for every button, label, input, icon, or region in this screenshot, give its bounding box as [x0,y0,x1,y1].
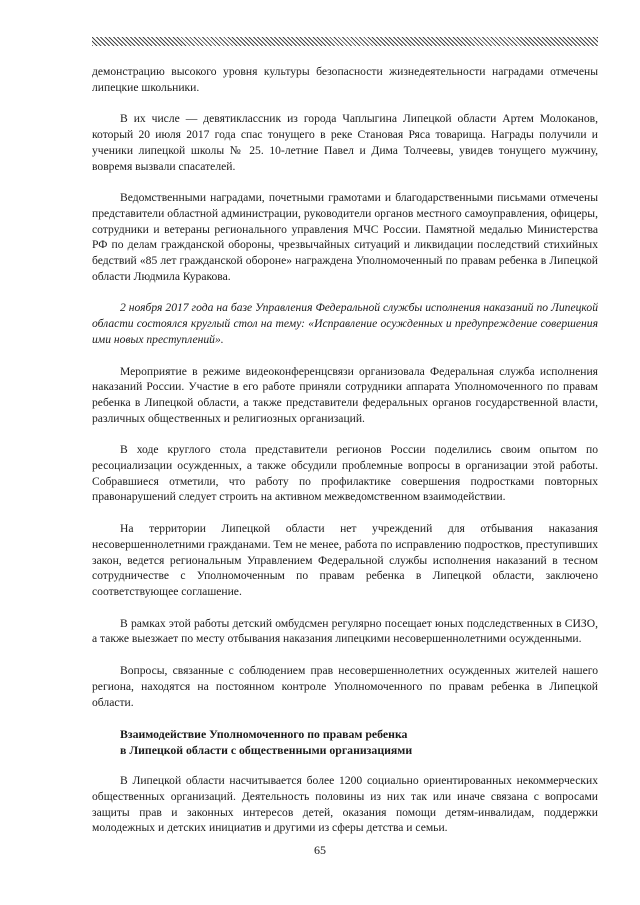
paragraph-videoconference: Мероприятие в режиме видеоконференцсвязи организовала Федеральная служба исполнения наказаний России. Участие в его работе приняли сотрудники аппарата Уполномоченного по правам ребенка в Липецкой области, а также представители федеральных органов государственной власти, различных общественных и религиозных организаций. [92,364,598,425]
top-decorative-rule [92,37,598,46]
paragraph-control: Вопросы, связанные с соблюдением прав несовершеннолетних осужденных жителей нашего региона, находятся на постоянном контроле Уполномоченного по правам ребенка в Липецкой области. [92,664,598,709]
paragraph-rescue-story: В их числе — девятиклассник из города Чаплыгина Липецкой области Артем Молоканов, который 20 июля 2017 года спас тонущего в реке Становая Ряса товарища. Награды получили и ученики липецкой школы № 25. 10-летние Павел и Дима Толчеевы, увидев тонущего мужчину, вовремя вызвали спасателей. [92,112,598,173]
paragraph-no-institutions: На территории Липецкой области нет учреждений для отбывания наказания несовершеннолетними гражданами. Тем не менее, работа по исправлению подростков, преступивших закон, ведется региональным Управлением Федеральной службы исполнения наказаний в тесном сотрудничестве с Уполномоченным по правам ребенка в Липецкой области, заключено соответствующее соглашение. [92,522,598,598]
section-heading-line-2: в Липецкой области с общественными организациями [120,743,413,758]
paragraph-round-table-discussion: В ходе круглого стола представители регионов России поделились своим опытом по ресоциализации осужденных, а также обсудили проблемные вопросы в организации этой работы. Собравшиеся отметили, что работу по профилактике совершения подростками повторных правонарушений следует строить на активном межведомственном взаимодействии. [92,443,598,504]
section-heading-line-1: Взаимодействие Уполномоченного по правам ребенка [120,727,408,742]
section-heading [92,726,598,758]
page-number: 65 [314,843,326,857]
paragraph-nko-count: В Липецкой области насчитывается более 1200 социально ориентированных некоммерческих общественных организаций. Деятельность половины из них так или иначе связана с вопросами защиты прав и законных интересов детей, оказания помощи детям-инвалидам, поддержки молодежных и детских инициатив и другими из сферы детства и семьи. [92,774,598,835]
document-body [92,64,598,852]
paragraph-sizo-visits: В рамках этой работы детский омбудсмен регулярно посещает юных подследственных в СИЗО, а также выезжает по месту отбывания наказания липецкими несовершеннолетними осужденными. [92,616,598,646]
paragraph-round-table-intro: 2 ноября 2017 года на базе Управления Федеральной службы исполнения наказаний по Липецкой области состоялся круглый стол на тему: «Исправление осужденных и предупреждение совершения ими новых преступлений». [92,301,598,346]
paragraph-continuation: демонстрацию высокого уровня культуры безопасности жизнедеятельности наградами отмечены липецкие школьники. [92,65,598,94]
paragraph-awards: Ведомственными наградами, почетными грамотами и благодарственными письмами отмечены представители областной администрации, руководители органов местного самоуправления, офицеры, сотрудники и ветераны регионального управления МЧС России. Памятной медалью Министерства РФ по делам гражданской обороны, чрезвычайных ситуаций и ликвидации последствий стихийных бедствий «85 лет гражданской обороне» награждена Уполномоченный по правам ребенка в Липецкой области Людмила Куракова. [92,191,598,283]
